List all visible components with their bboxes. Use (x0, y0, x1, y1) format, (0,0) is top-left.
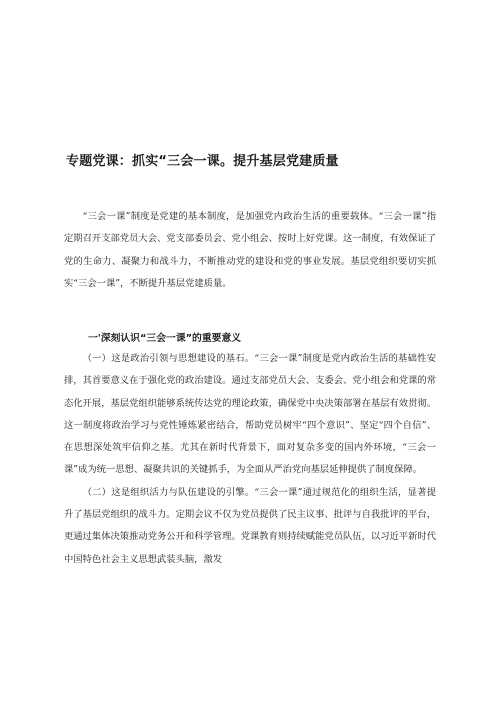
body-paragraph-1: （一）这是政治引领与思想建设的基石。“三会一课”制度是党内政治生活的基础性安排，其首要意义在于强化党的政治建设。通过支部党员大会、支委会、党小组会和党课的常态化开展，基层党组织能够系统传达党的理论政策，确保党中央决策部署在基层有效贯彻。这一制度将政治学习与党性锤炼紧密结合，帮助党员树牢“四个意识”、坚定“四个自信”、在思想深处筑牢信仰之基。尤其在新时代背景下，面对复杂多变的国内外环境，“三会一课”成为统一思想、凝聚共识的关键抓手，为全面从严治党向基层延伸提供了制度保障。 (64, 353, 436, 476)
body-paragraph-2: （二）这是组织活力与队伍建设的引擎。“三会一课”通过规范化的组织生活，显著提升了基层党组织的战斗力。定期会议不仅为党员提供了民主议事、批评与自我批评的平台，更通过集体决策推动党务公开和科学管理。党课教育则持续赋能党员队伍，以习近平新时代中国特色社会主义思想武装头脑，激发 (64, 486, 436, 565)
document-title: 专题党课：抓实“三会一课。提升基层党建质量 (66, 154, 339, 169)
section-heading: 一'深刻认识“三会一课”的重要意义 (88, 333, 242, 344)
intro-paragraph: “三会一课”制度是党建的基本制度，是加强党内政治生活的重要载体。“三会一课”指定期召开支部党员大会、党支部委员会、党小组会、按时上好党课。这一制度，有效保证了党的生命力、凝聚力和战斗力，不断推动党的建设和党的事业发展。基层党组织要切实抓实“三会一课”，不断提升基层党建质量。 (64, 211, 436, 289)
section-body (64, 348, 436, 571)
intro-paragraph-block (64, 206, 436, 295)
